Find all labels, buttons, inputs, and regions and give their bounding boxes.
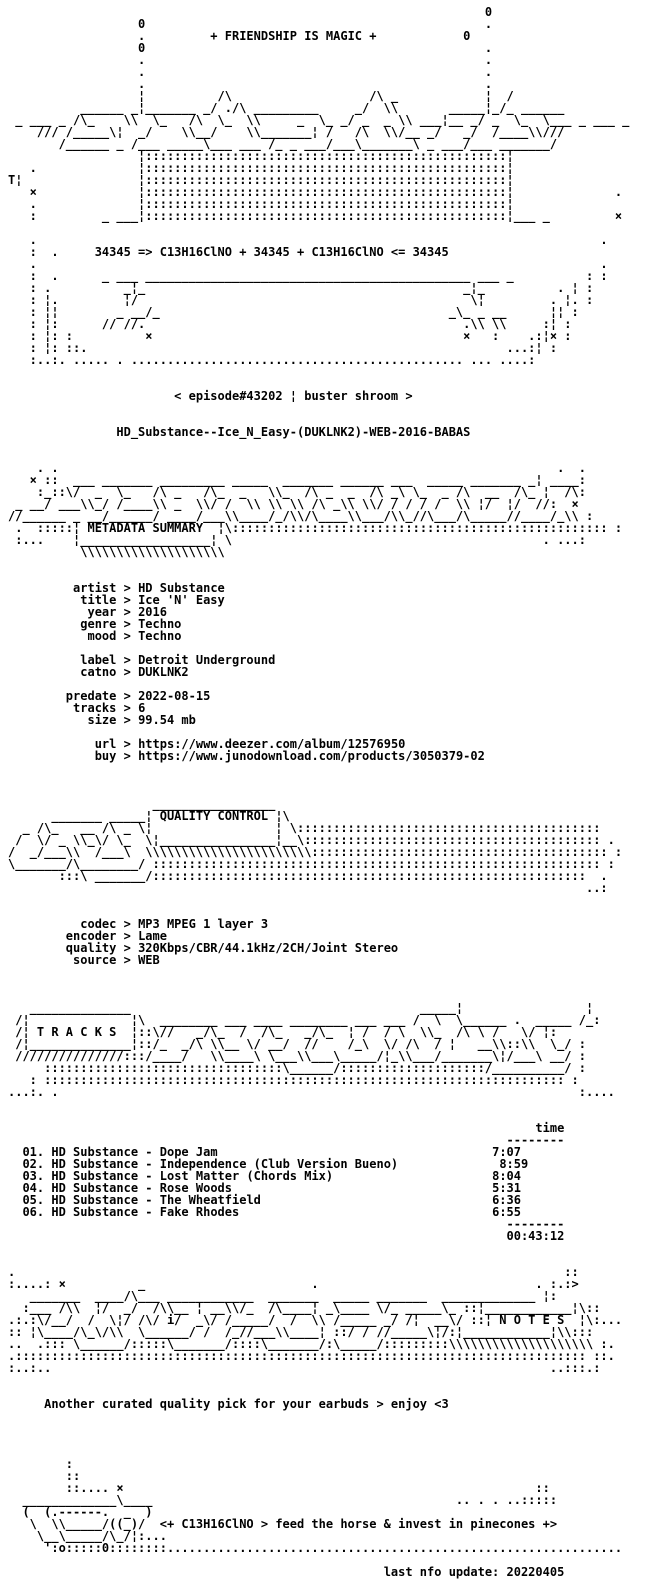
mood-value: Techno xyxy=(138,629,182,643)
track-time-4: 5:31 xyxy=(492,1181,521,1195)
size-label: size xyxy=(87,713,117,727)
footer-slogan: <+ C13H16ClNO > feed the horse & invest in pinecones +> xyxy=(159,1517,558,1531)
catno-value: DUKLNK2 xyxy=(138,665,189,679)
notes-section-title: N O T E S xyxy=(499,1313,565,1327)
track-time-6: 6:55 xyxy=(492,1205,521,1219)
quality-label: quality xyxy=(65,941,117,955)
track-name-1: HD Substance - Dope Jam xyxy=(51,1145,218,1159)
track-time-3: 8:04 xyxy=(492,1169,521,1183)
last-update: last nfo update: 20220405 xyxy=(383,1565,565,1579)
tagline: + FRIENDSHIP IS MAGIC + xyxy=(210,29,377,43)
quality-value: 320Kbps/CBR/44.1kHz/2CH/Joint Stereo xyxy=(138,941,399,955)
quality-section-title: QUALITY CONTROL xyxy=(159,809,269,823)
predate-label: predate xyxy=(65,689,117,703)
episode-line: < episode#43202 ¦ buster shroom > xyxy=(174,389,413,403)
release-name: HD_Substance--Ice_N_Easy-(DUKLNK2)-WEB-2016-BABAS xyxy=(116,425,471,439)
genre-label: genre xyxy=(80,617,117,631)
notes-text: Another curated quality pick for your earbuds > enjoy <3 xyxy=(44,1397,449,1411)
year-label: year xyxy=(87,605,117,619)
buy-label: buy xyxy=(94,749,117,763)
predate-value: 2022-08-15 xyxy=(138,689,211,703)
year-value: 2016 xyxy=(138,605,167,619)
source-label: source xyxy=(73,953,117,967)
codec-value: MP3 MPEG 1 layer 3 xyxy=(138,917,269,931)
track-name-2: HD Substance - Independence (Club Version Bueno) xyxy=(51,1157,399,1171)
url-label: url xyxy=(94,737,117,751)
mood-label: mood xyxy=(87,629,117,643)
track-time-5: 6:36 xyxy=(492,1193,521,1207)
source-value: WEB xyxy=(138,953,160,967)
track-time-2: 8:59 xyxy=(499,1157,529,1171)
label-label: label xyxy=(80,653,117,667)
time-header: time xyxy=(535,1121,565,1135)
total-time: 00:43:12 xyxy=(506,1229,565,1243)
track-number-1: 01. xyxy=(22,1145,45,1159)
track-name-4: HD Substance - Rose Woods xyxy=(51,1181,232,1195)
label-value: Detroit Underground xyxy=(138,653,276,667)
track-number-3: 03. xyxy=(22,1169,45,1183)
encoder-value: Lame xyxy=(138,929,167,943)
size-value: 99.54 mb xyxy=(138,713,196,727)
buy-link[interactable]: https://www.junodownload.com/products/3050379-02 xyxy=(138,749,485,763)
tracks-label: tracks xyxy=(73,701,117,715)
track-name-6: HD Substance - Fake Rhodes xyxy=(51,1205,240,1219)
nfo-document: 0 0 . . + FRIENDSHIP IS MAGIC + 0 0 . . . . . . . ¦ /\ /\ _ ¦ / ______ _¦_______ _/ ./\ _________ _/ \\ _____¦_/_ ______ _ ___ _ /\_ \\ \_ /\ \_ \\ _ \_ _/ _ _ \\ ___¦__ _/ _ \_ \___ _ ___ _ /// /_____\¦ _/ \\__/ \\_______¦ / /\ \\/__ _/ _/ /____\\/// /______ _ /___ _____\___ ___ /_ _ ___/___\_______\ _ ___/___ _______/ ¦::::::::::::::::::::::::::::::::::::::::::::::::::¦ . ¦::::::::::::::::::::::::::::::::::::::::::::::::::¦ T¦ ¦::::::::::::::::::::::::::::::::::::::::::::::::::¦ × ¦::::::::::::::::::::::::::::::::::::::::::::::::::¦ . . ¦::::::::::::::::::::::::::::::::::::::::::::::::::¦ : _ ___¦::::::::::::::::::::::::::::::::::::::::::::::::::¦___ _ × . . : . 34345 => C13H16ClNO + 34345 + C13H16ClNO <= 34345 . . : . _ ___ _____________________________________________ ___ _ : : : . _¦_ _¦_ . ¦ : : ¦. ¦/ \¦ . ¦. : : ¦¦ _ __/_ _\_ _ __ ¦¦ : : ¦: // //. .\\ \\ :¦ : : ¦: : × × : .:¦× : : ¦: ::. ...:¦ : :..:. ..... . .............................................. ... ....: < episode#43202 ¦ buster shroom > HD_Substance--Ice_N_Easy-(DUKLNK2)-WEB-2016-BABAS . . . . × :: ___ _______ _________ _____ _______ ______ ___ _____ _______ _¦ ____: :_::\/ _ \_ /\ _ /\_ _ \\_ /\ _ _ /\ _\ \_ _ /\ __ /\_ ¦ /\: _ __/ ___\\_/ /____\\ _ \\/ / \\ \\ \\ /\ _\\ \\/ / / / / \\ ¦/ ¦/ //: × //______ _ __/______/ ____/___\\____/_/\\/\____\\___/\\_//\___/\_____//____/_\\ : . :::::¦ METADATA SUMMARY ¦\:::::::::::::::::::::::::::::::::::::::::::::::::::: : :... ¦__________________¦ \ . ...: \\\\\\\\\\\\\\\\\\\\ artist > HD Substance title > Ice 'N' Easy year > 2016 genre > Techno mood > Techno label > Detroit Underground catno > DUKLNK2 predate > 2022-08-15 tracks > 6 size > 99.54 mb url > https://www.deezer.com/album/12576950 buy > https://www.junodownload.com/products/3050379-02 _________________ _______ _____¦ QUALITY CONTROL ¦\ _ /\_ __ /\ _ \¦ ¦ \:::::::::::::::::::::::::::::::::::::::::: / \/ _ \\_\/ \_ \¦________________¦__\::::::::::::::::::::::::::::::::::::::::: . / _/___\\ /___\ \\\\\\\\\\\\\\\\\\\\\\\::::::::::::::::::::::::::::::::::::::::: : \_______/\________/ :::::::::::::::::::::::::::::::::::::::::::::::::::::::::::::: : :::\ _______/:::::::::::::::::::::::::::::::::::::::::::::::::::::::::::: . ..: codec > MP3 MPEG 1 layer 3 encoder > Lame quality > 320Kbps/CBR/44.1kHz/2CH/Joint Stereo source > WEB ______________ _____¦ ¦ /¦ ¦\ ________ ___ ____ ________ ___ ___ / \ \______ . _____ /_: /¦ T R A C K S ¦::\// _/\_ / /\_ _/\_ ¦ / / \ \\_ /\ \ / \/ ¦: /¦______________¦::/_ _/\ \\__ \/ __/ // /_\ \/ /\ / ¦ __\\::\\ \_/ : ///////////////:::/____/ \\____\ \___\\___\_____/¦_\\___/_______\¦/___\ __/ : :::::::::::::::::::::::::::::::::\______/::::::::::::::::::::/__________/ : : :::::::::::::::::::::::::::::::::::::::::::::::::::::::::::::::::::::::: : ...:. . :.... time -------- 01. HD Substance - Dope Jam 7:07 02. HD Substance - Independence (Club Version Bueno) 8:59 03. HD Substance - Lost Matter (Chords Mix) 8:04 04. HD Substance - Rose Woods 5:31 05. HD Substance - The Wheatfield 6:36 06. HD Substance - Fake Rhodes 6:55 -------- 00:43:12 . :: :....: × _ . . :.:> _______ ____/\___ ____________ _______ _____ _______ _____________ ¦: :___ /\\ ¦/ _/ /\\__ ¦ __\\/_ /\____¦ _\____ \/_ _____\_ ::¦____________¦\:: .:.:\/__/ / \¦/ /\/ i/ _\/ /_____/ / \\ /_____ _/ /¦ __\/ ::¦ N O T E S ¦\:... :: ¦\____/\_\/\\ \______/ / /_//___\\____¦ ::/ / //_____\¦/:¦____________¦\\::: .. .::: \______/:::::\_______/::::\_______/:\_____/:::::::::\\\\\\\\\\\\\\\\\\\\ :. .::::::::::::::::::::::::::::::::::::::::::::::::::::::::::::::::::::::::::::::: ::. :..:.. ..:::.: Another curated quality pick for your earbuds > enjoy <3 : :: ::.... × :: _____________\____ .. . . ..::::: ( (.------. _ ) \ \\_____/((_)/ <+ C13H16ClNO > feed the horse & invest in pinecones +> \__\_____/\_/¦:... ':o:::::0::::::::............................................................... last nfo update: 20220405 xyxy=(8,5,630,1579)
formula: 34345 => C13H16ClNO + 34345 + C13H16ClNO <= 34345 xyxy=(94,245,449,259)
track-number-2: 02. xyxy=(22,1157,45,1171)
genre-value: Techno xyxy=(138,617,182,631)
codec-label: codec xyxy=(80,917,117,931)
artist-value: HD Substance xyxy=(138,581,225,595)
track-name-5: HD Substance - The Wheatfield xyxy=(51,1193,261,1207)
track-number-5: 05. xyxy=(22,1193,45,1207)
title-label: title xyxy=(80,593,117,607)
track-name-3: HD Substance - Lost Matter (Chords Mix) xyxy=(51,1169,334,1183)
tracks-value: 6 xyxy=(138,701,146,715)
url-link[interactable]: https://www.deezer.com/album/12576950 xyxy=(138,737,406,751)
catno-label: catno xyxy=(80,665,117,679)
metadata-section-title: METADATA SUMMARY xyxy=(87,521,204,535)
tracks-section-title: T R A C K S xyxy=(36,1025,117,1039)
artist-label: artist xyxy=(73,581,117,595)
track-time-1: 7:07 xyxy=(492,1145,521,1159)
title-value: Ice 'N' Easy xyxy=(138,593,225,607)
track-number-6: 06. xyxy=(22,1205,45,1219)
encoder-label: encoder xyxy=(65,929,117,943)
track-number-4: 04. xyxy=(22,1181,45,1195)
